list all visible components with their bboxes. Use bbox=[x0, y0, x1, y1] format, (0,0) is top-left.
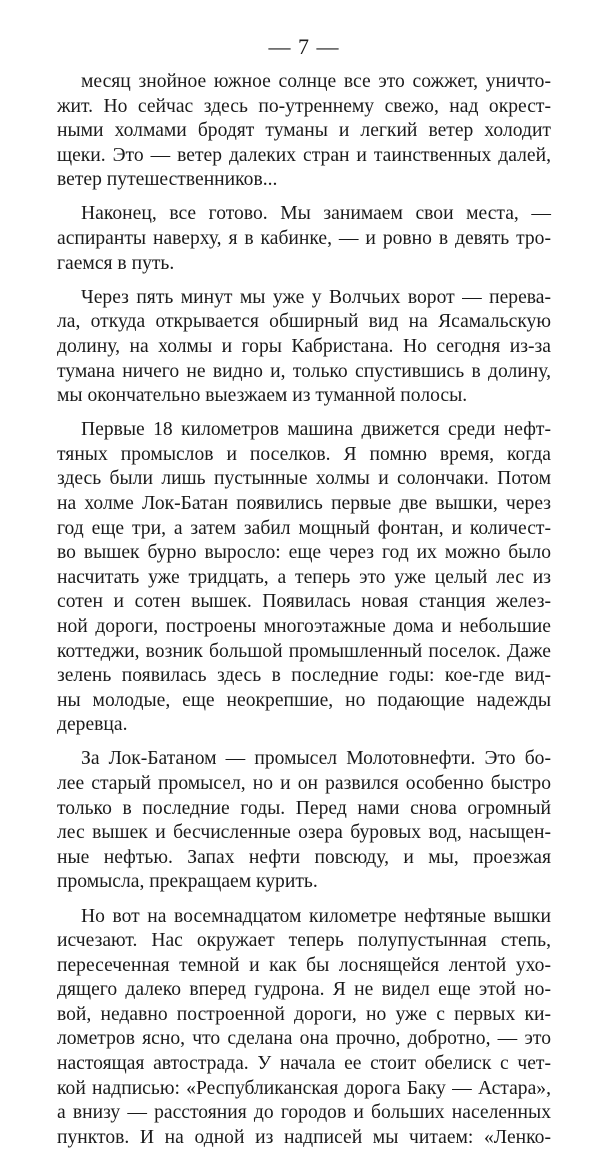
text-line: аспиранты наверху, я в кабинке, — и ровно в девять тро- bbox=[57, 228, 551, 250]
text-line: мы окончательно выезжаем из туманной полосы. bbox=[57, 385, 468, 407]
paragraph bbox=[57, 70, 551, 193]
text-line: ла, откуда открывается обширный вид на Ясамальскую bbox=[57, 311, 551, 333]
text-line: зелень появилась здесь в последние годы: кое-где вид- bbox=[57, 665, 551, 687]
text-line: Наконец, все готово. Мы занимаем свои места, — bbox=[81, 203, 551, 225]
text-line: ными холмами бродят туманы и легкий ветер холодит bbox=[57, 120, 551, 142]
text-line: сотен и сотен вышек. Появилась новая станция желез- bbox=[57, 591, 551, 613]
paragraph bbox=[57, 286, 551, 409]
text-line: Но вот на восемнадцатом километре нефтяные вышки bbox=[81, 905, 551, 927]
text-line: Первые 18 километров машина движется среди нефт- bbox=[81, 419, 551, 441]
text-line: месяц знойное южное солнце все это сожжет, уничто- bbox=[81, 71, 551, 92]
text-line: лометров ясно, что сделана она прочно, добротно, — это bbox=[57, 1028, 551, 1050]
text-line: Через пять минут мы уже у Волчьих ворот — перева- bbox=[81, 286, 551, 308]
text-line: гаемся в путь. bbox=[57, 252, 175, 274]
text-line: вой, недавно построенной дороги, но уже с первых ки- bbox=[57, 1003, 551, 1025]
text-line: лес вышек и бесчисленные озера буровых вод, насыщен- bbox=[57, 822, 551, 844]
text-line: деревца. bbox=[57, 714, 128, 736]
text-line: настоящая автострада. У начала ее стоит обелиск с чет- bbox=[57, 1053, 551, 1075]
paragraph bbox=[57, 905, 551, 1151]
text-line: исчезают. Нас окружает теперь полупустынная степь, bbox=[57, 930, 551, 952]
text-line: За Лок-Батаном — промысел Молотовнефти. Это бо- bbox=[81, 748, 551, 770]
text-line: коттеджи, возник большой промышленный поселок. Даже bbox=[57, 640, 551, 662]
text-line: пересеченная темной и как бы лоснящейся лентой ухо- bbox=[57, 954, 551, 976]
text-line: во вышек бурно выросло: еще через год их можно было bbox=[57, 542, 551, 564]
text-body bbox=[57, 70, 551, 1150]
text-line: только в последние годы. Перед нами снова огромный bbox=[57, 797, 551, 819]
text-line: ные нефтью. Запах нефти повсюду, и мы, проезжая bbox=[57, 846, 551, 868]
text-line: пунктов. И на одной из надписей мы читаем: «Ленко- bbox=[57, 1126, 551, 1148]
text-line: кой надписью: «Республиканская дорога Баку — Астара», bbox=[57, 1077, 551, 1099]
page-number: — 7 — bbox=[268, 34, 340, 59]
text-line: ной дороги, построены многоэтажные дома и небольшие bbox=[57, 615, 551, 637]
text-line: ны молодые, еще неокрепшие, но подающие надежды bbox=[57, 689, 551, 711]
text-line: год еще три, а затем забил мощный фонтан, и количест- bbox=[57, 517, 551, 539]
text-line: долину, на холмы и горы Кабристана. Но сегодня из-за bbox=[57, 335, 551, 357]
text-line: ветер путешественников... bbox=[57, 169, 278, 191]
text-line: щеки. Это — ветер далеких стран и таинственных далей, bbox=[57, 144, 551, 166]
text-line: на холме Лок-Батан появились первые две вышки, через bbox=[57, 493, 551, 514]
paragraph bbox=[57, 202, 551, 276]
text-line: насчитать уже тридцать, а теперь это уже целый лес из bbox=[57, 566, 551, 588]
book-page bbox=[57, 34, 551, 1160]
text-line: промысла, прекращаем курить. bbox=[57, 871, 318, 893]
text-line: здесь были лишь пустынные холмы и солончаки. Потом bbox=[57, 468, 551, 490]
paragraph bbox=[57, 747, 551, 895]
text-line: тумана ничего не видно и, только спустившись в долину, bbox=[57, 360, 551, 382]
paragraph bbox=[57, 418, 551, 738]
text-line: дящего далеко вперед гудрона. Я не видел еще этой но- bbox=[57, 979, 551, 1001]
text-line: лее старый промысел, но и он развился особенно быстро bbox=[57, 773, 551, 795]
text-line: жит. Но сейчас здесь по-утреннему свежо, над окрест- bbox=[57, 95, 551, 117]
text-line: тяных промыслов и поселков. Я помню время, когда bbox=[57, 443, 551, 465]
text-line: а внизу — расстояния до городов и больших населенных bbox=[57, 1102, 551, 1124]
